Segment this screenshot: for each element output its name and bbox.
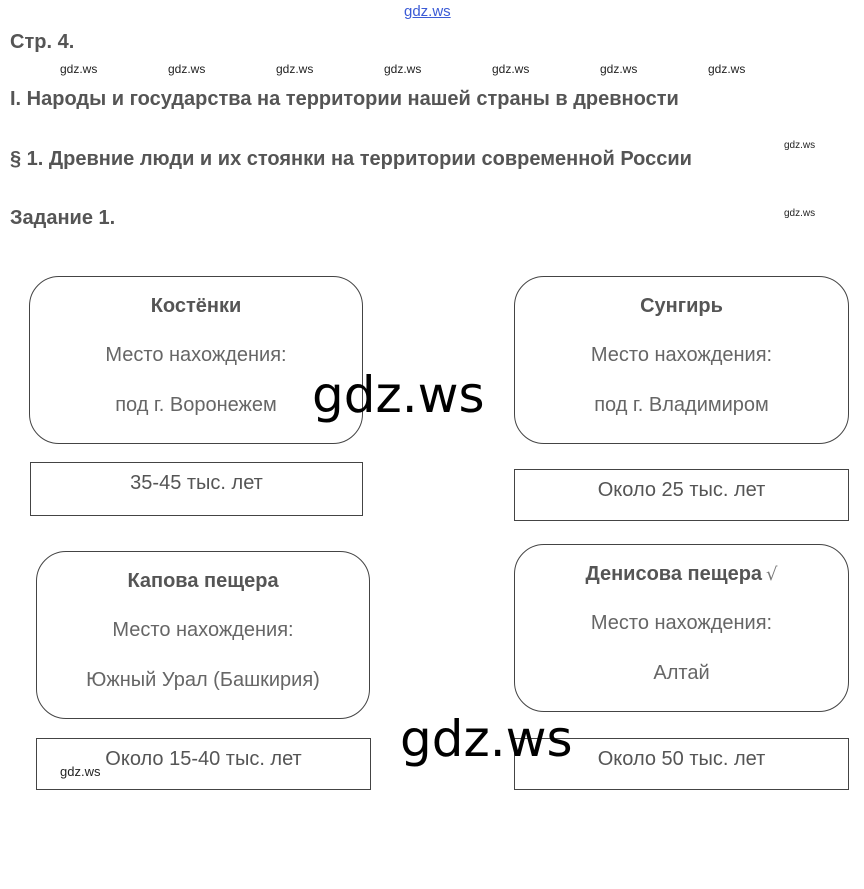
location-value: под г. Воронежем bbox=[115, 394, 277, 416]
location-value: под г. Владимиром bbox=[594, 394, 769, 416]
watermark: gdz.ws bbox=[708, 62, 746, 76]
location-label: Место нахождения: bbox=[112, 619, 294, 641]
site-name bbox=[515, 563, 848, 586]
watermark: gdz.ws bbox=[784, 208, 816, 219]
task-title: Задание 1. bbox=[10, 207, 116, 229]
location-label: Место нахождения: bbox=[105, 344, 287, 366]
watermark: gdz.ws bbox=[384, 62, 422, 76]
site-age-kapova: Около 15-40 тыс. лет bbox=[36, 738, 371, 790]
watermark: gdz.ws bbox=[60, 62, 98, 76]
watermark-row bbox=[0, 62, 864, 80]
check-mark: √ bbox=[766, 564, 778, 585]
location-label: Место нахождения: bbox=[590, 612, 773, 634]
location-label: Место нахождения: bbox=[590, 344, 773, 366]
watermark-large: gdz.ws bbox=[400, 710, 573, 768]
paragraph-title: § 1. Древние люди и их стоянки на территории современной России bbox=[10, 148, 692, 170]
section-title: I. Народы и государства на территории нашей страны в древности bbox=[10, 88, 679, 110]
watermark: gdz.ws bbox=[60, 764, 101, 779]
site-card-sungir bbox=[514, 276, 849, 444]
watermark: gdz.ws bbox=[600, 62, 638, 76]
site-name: Сунгирь bbox=[640, 295, 723, 317]
watermark: gdz.ws bbox=[492, 62, 530, 76]
site-age-kostenki: 35-45 тыс. лет bbox=[30, 462, 363, 516]
site-card-denisova bbox=[514, 544, 849, 712]
site-age-sungir: Около 25 тыс. лет bbox=[514, 469, 849, 521]
location-value: Южный Урал (Башкирия) bbox=[86, 669, 320, 691]
watermark-top: gdz.ws bbox=[404, 3, 451, 20]
site-name: Капова пещера bbox=[127, 570, 279, 592]
watermark: gdz.ws bbox=[784, 140, 816, 151]
site-age-denisova: Около 50 тыс. лет bbox=[514, 738, 849, 790]
watermark: gdz.ws bbox=[168, 62, 206, 76]
site-name-text: Денисова пещера bbox=[585, 563, 763, 585]
watermark-large: gdz.ws bbox=[312, 366, 485, 424]
watermark: gdz.ws bbox=[276, 62, 314, 76]
site-name: Костёнки bbox=[150, 295, 242, 317]
site-card-kapova bbox=[36, 551, 370, 719]
location-value: Алтай bbox=[653, 662, 710, 684]
page-label: Стр. 4. bbox=[10, 31, 75, 53]
